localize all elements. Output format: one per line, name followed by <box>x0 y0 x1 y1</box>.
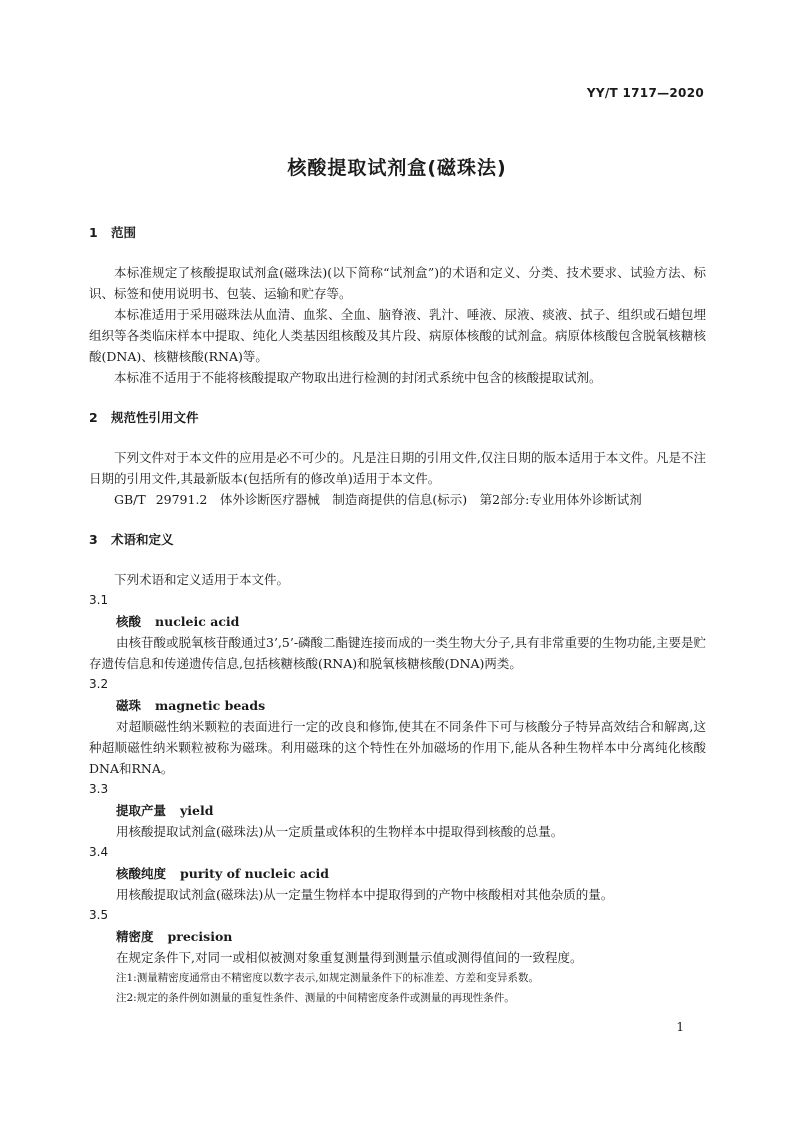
section-number: 3 <box>89 532 98 547</box>
term-number: 3.3 <box>89 782 109 796</box>
section-heading-terms-definitions <box>89 529 706 550</box>
term-zh: 提取产量 <box>116 803 167 818</box>
reference-document: GB/T 29791.2 体外诊断医疗器械 制造商提供的信息(标示) 第2部分:专业用体外诊断试剂 <box>114 492 642 507</box>
page-number: 1 <box>676 1020 684 1034</box>
term-heading <box>89 926 706 947</box>
term-zh: 磁珠 <box>116 698 142 713</box>
term-number: 3.1 <box>89 593 109 607</box>
term-heading <box>89 695 706 716</box>
note: 注1:测量精密度通常由不精密度以数字表示,如规定测量条件下的标准差、方差和变异系数。 <box>116 972 540 984</box>
paragraph: 下列文件对于本文件的应用是必不可少的。凡是注日期的引用文件,仅注日期的版本适用于本文件。凡是不注日期的引用文件,其最新版本(包括所有的修改单)适用于本文件。 <box>89 450 706 486</box>
paragraph: 本标准不适用于不能将核酸提取产物取出进行检测的封闭式系统中包含的核酸提取试剂。 <box>114 370 602 385</box>
note: 注2:规定的条件例如测量的重复性条件、测量的中间精密度条件或测量的再现性条件。 <box>116 992 515 1004</box>
document-title: 核酸提取试剂盒(磁珠法) <box>287 157 507 179</box>
term-en: precision <box>167 929 233 944</box>
paragraph: 本标准规定了核酸提取试剂盒(磁珠法)(以下简称“试剂盒”)的术语和定义、分类、技术要求、试验方法、标识、标签和使用说明书、包装、运输和贮存等。 <box>89 265 706 301</box>
term-definition: 对超顺磁性纳米颗粒的表面进行一定的改良和修饰,使其在不同条件下可与核酸分子特异高效结合和解离,这种超顺磁性纳米颗粒被称为磁珠。利用磁珠的这个特性在外加磁场的作用下,能从各种生物样本中分离纯化核酸DNA和RNA。 <box>89 719 706 776</box>
section-heading-normative-references <box>89 407 706 428</box>
section-title: 术语和定义 <box>111 532 174 547</box>
term-zh: 精密度 <box>116 929 154 944</box>
term-heading <box>89 863 706 884</box>
term-en: purity of nucleic acid <box>180 866 330 881</box>
paragraph: 下列术语和定义适用于本文件。 <box>114 572 290 587</box>
paragraph: 本标准适用于采用磁珠法从血清、血浆、全血、脑脊液、乳汁、唾液、尿液、痰液、拭子、组织或石蜡包埋组织等各类临床样本中提取、纯化人类基因组核酸及其片段、病原体核酸的试剂盒。病原体核酸包含脱氧核糖核酸(DNA)、核糖核酸(RNA)等。 <box>89 307 706 364</box>
document-code: YY/T 1717—2020 <box>586 86 704 100</box>
section-title: 范围 <box>111 225 137 240</box>
term-en: nucleic acid <box>155 614 240 629</box>
term-definition: 用核酸提取试剂盒(磁珠法)从一定质量或体积的生物样本中提取得到核酸的总量。 <box>116 824 564 839</box>
term-definition: 由核苷酸或脱氧核苷酸通过3’,5’-磷酸二酯键连接而成的一类生物大分子,具有非常重要的生物功能,主要是贮存遗传信息和传递遗传信息,包括核糖核酸(RNA)和脱氧核糖核酸(DNA)两类。 <box>89 635 706 671</box>
section-title: 规范性引用文件 <box>111 410 199 425</box>
term-heading <box>89 800 706 821</box>
term-definition: 在规定条件下,对同一或相似被测对象重复测量得到测量示值或测得值间的一致程度。 <box>116 950 583 965</box>
section-number: 1 <box>89 225 98 240</box>
term-en: yield <box>180 803 214 818</box>
section-heading-scope <box>89 222 706 243</box>
document-body <box>89 222 706 1008</box>
term-number: 3.4 <box>89 845 109 859</box>
term-zh: 核酸纯度 <box>116 866 167 881</box>
term-heading <box>89 611 706 632</box>
term-number: 3.5 <box>89 908 109 922</box>
term-zh: 核酸 <box>116 614 142 629</box>
section-number: 2 <box>89 410 98 425</box>
term-en: magnetic beads <box>155 698 266 713</box>
term-definition: 用核酸提取试剂盒(磁珠法)从一定量生物样本中提取得到的产物中核酸相对其他杂质的量。 <box>116 887 614 902</box>
term-number: 3.2 <box>89 677 109 691</box>
